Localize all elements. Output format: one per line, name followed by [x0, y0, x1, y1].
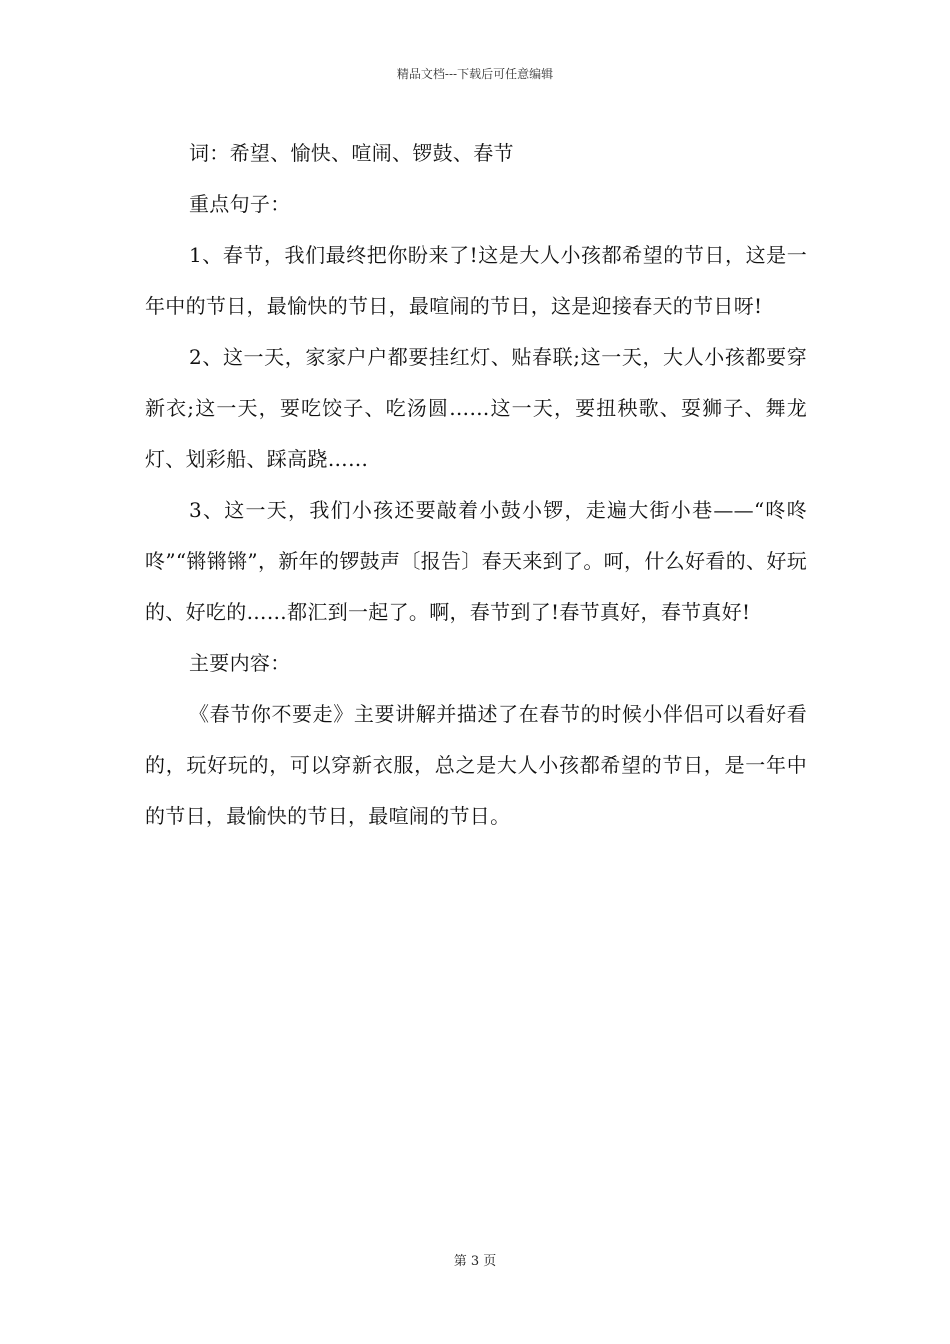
main-content-summary: 《春节你不要走》主要讲解并描述了在春节的时候小伴侣可以看好看的，玩好玩的，可以穿新衣服，总之是大人小孩都希望的节日，是一年中的节日，最愉快的节日，最喧闹的节日。 — [145, 702, 807, 828]
page-header: 精品文档---下载后可任意编辑 — [396, 67, 554, 81]
key-sentence-2: 2、这一天，家家户户都要挂红灯、贴春联;这一天，大人小孩都要穿新衣;这一天，要吃饺子、吃汤圆……这一天，要扭秧歌、耍狮子、舞龙灯、划彩船、踩高跷…… — [145, 345, 807, 471]
key-sentences-heading: 重点句子： — [189, 192, 291, 216]
key-sentence-1: 1、春节，我们最终把你盼来了!这是大人小孩都希望的节日，这是一年中的节日，最愉快的节日，最喧闹的节日，这是迎接春天的节日呀! — [145, 243, 807, 318]
vocabulary-line: 词：希望、愉快、喧闹、锣鼓、春节 — [189, 141, 514, 165]
key-sentence-3: 3、这一天，我们小孩还要敲着小鼓小锣，走遍大街小巷——“咚咚咚”“锵锵锵”，新年的锣鼓声〔报告〕春天来到了。呵，什么好看的、好玩的、好吃的……都汇到一起了。啊，春节到了!春节真好，春节真好! — [145, 498, 807, 624]
document-body — [145, 128, 807, 842]
main-content-heading: 主要内容： — [189, 651, 291, 675]
page-number: 第 3 页 — [453, 1254, 497, 1269]
